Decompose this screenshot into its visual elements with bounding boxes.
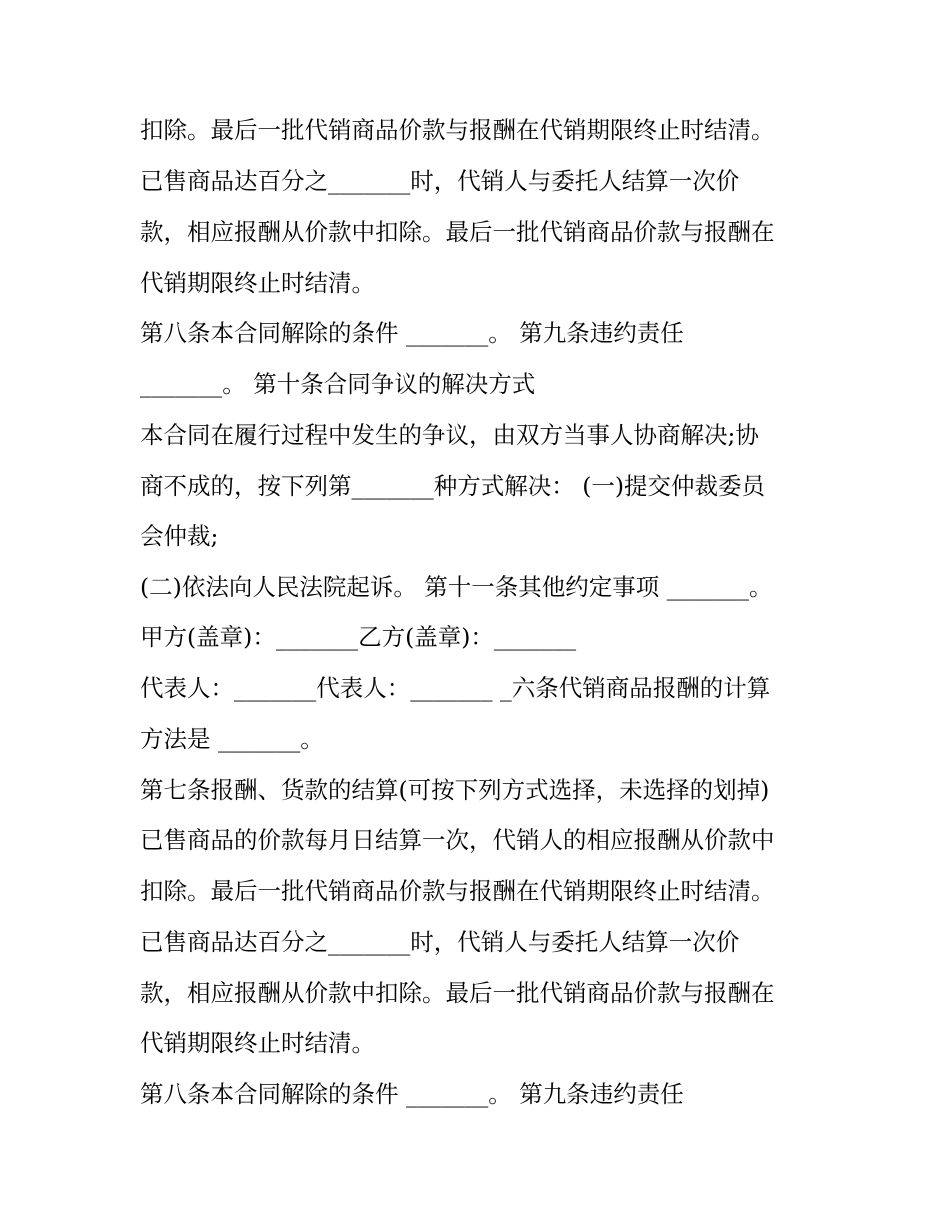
text-line: 代销期限终止时结清。 — [140, 1029, 375, 1057]
text-line: (二)依法向人民法院起诉。 第十一条其他约定事项 _______。 — [140, 573, 773, 601]
text-line: 方法是 _______。 — [140, 725, 324, 753]
text-line: 商不成的，按下列第_______种方式解决： (一)提交仲裁委员 — [140, 472, 766, 500]
text-line: 款，相应报酬从价款中扣除。最后一批代销商品价款与报酬在 — [140, 979, 775, 1007]
text-line: 扣除。最后一批代销商品价款与报酬在代销期限终止时结清。 — [140, 116, 775, 144]
text-line: 会仲裁; — [140, 522, 219, 550]
text-line: 本合同在履行过程中发生的争议，由双方当事人协商解决;协 — [140, 421, 759, 449]
text-line: 甲方(盖章)：_______乙方(盖章)：_______ — [140, 623, 577, 651]
text-line: 代表人：_______代表人：_______ _六条代销商品报酬的计算 — [140, 674, 771, 702]
text-line: 第七条报酬、货款的结算(可按下列方式选择，未选择的划掉) — [140, 776, 770, 804]
text-line: 扣除。最后一批代销商品价款与报酬在代销期限终止时结清。 — [140, 877, 775, 905]
text-line: 第八条本合同解除的条件 _______。 第九条违约责任 — [140, 319, 684, 347]
text-line: 已售商品达百分之_______时，代销人与委托人结算一次价 — [140, 167, 740, 195]
text-line: 款，相应报酬从价款中扣除。最后一批代销商品价款与报酬在 — [140, 218, 775, 246]
text-line: 代销期限终止时结清。 — [140, 269, 375, 297]
text-line: 第八条本合同解除的条件 _______。 第九条违约责任 — [140, 1080, 684, 1108]
text-line: 已售商品的价款每月日结算一次，代销人的相应报酬从价款中 — [140, 826, 775, 854]
text-line: 已售商品达百分之_______时，代销人与委托人结算一次价 — [140, 928, 740, 956]
text-line: _______。 第十条合同争议的解决方式 — [140, 370, 536, 398]
